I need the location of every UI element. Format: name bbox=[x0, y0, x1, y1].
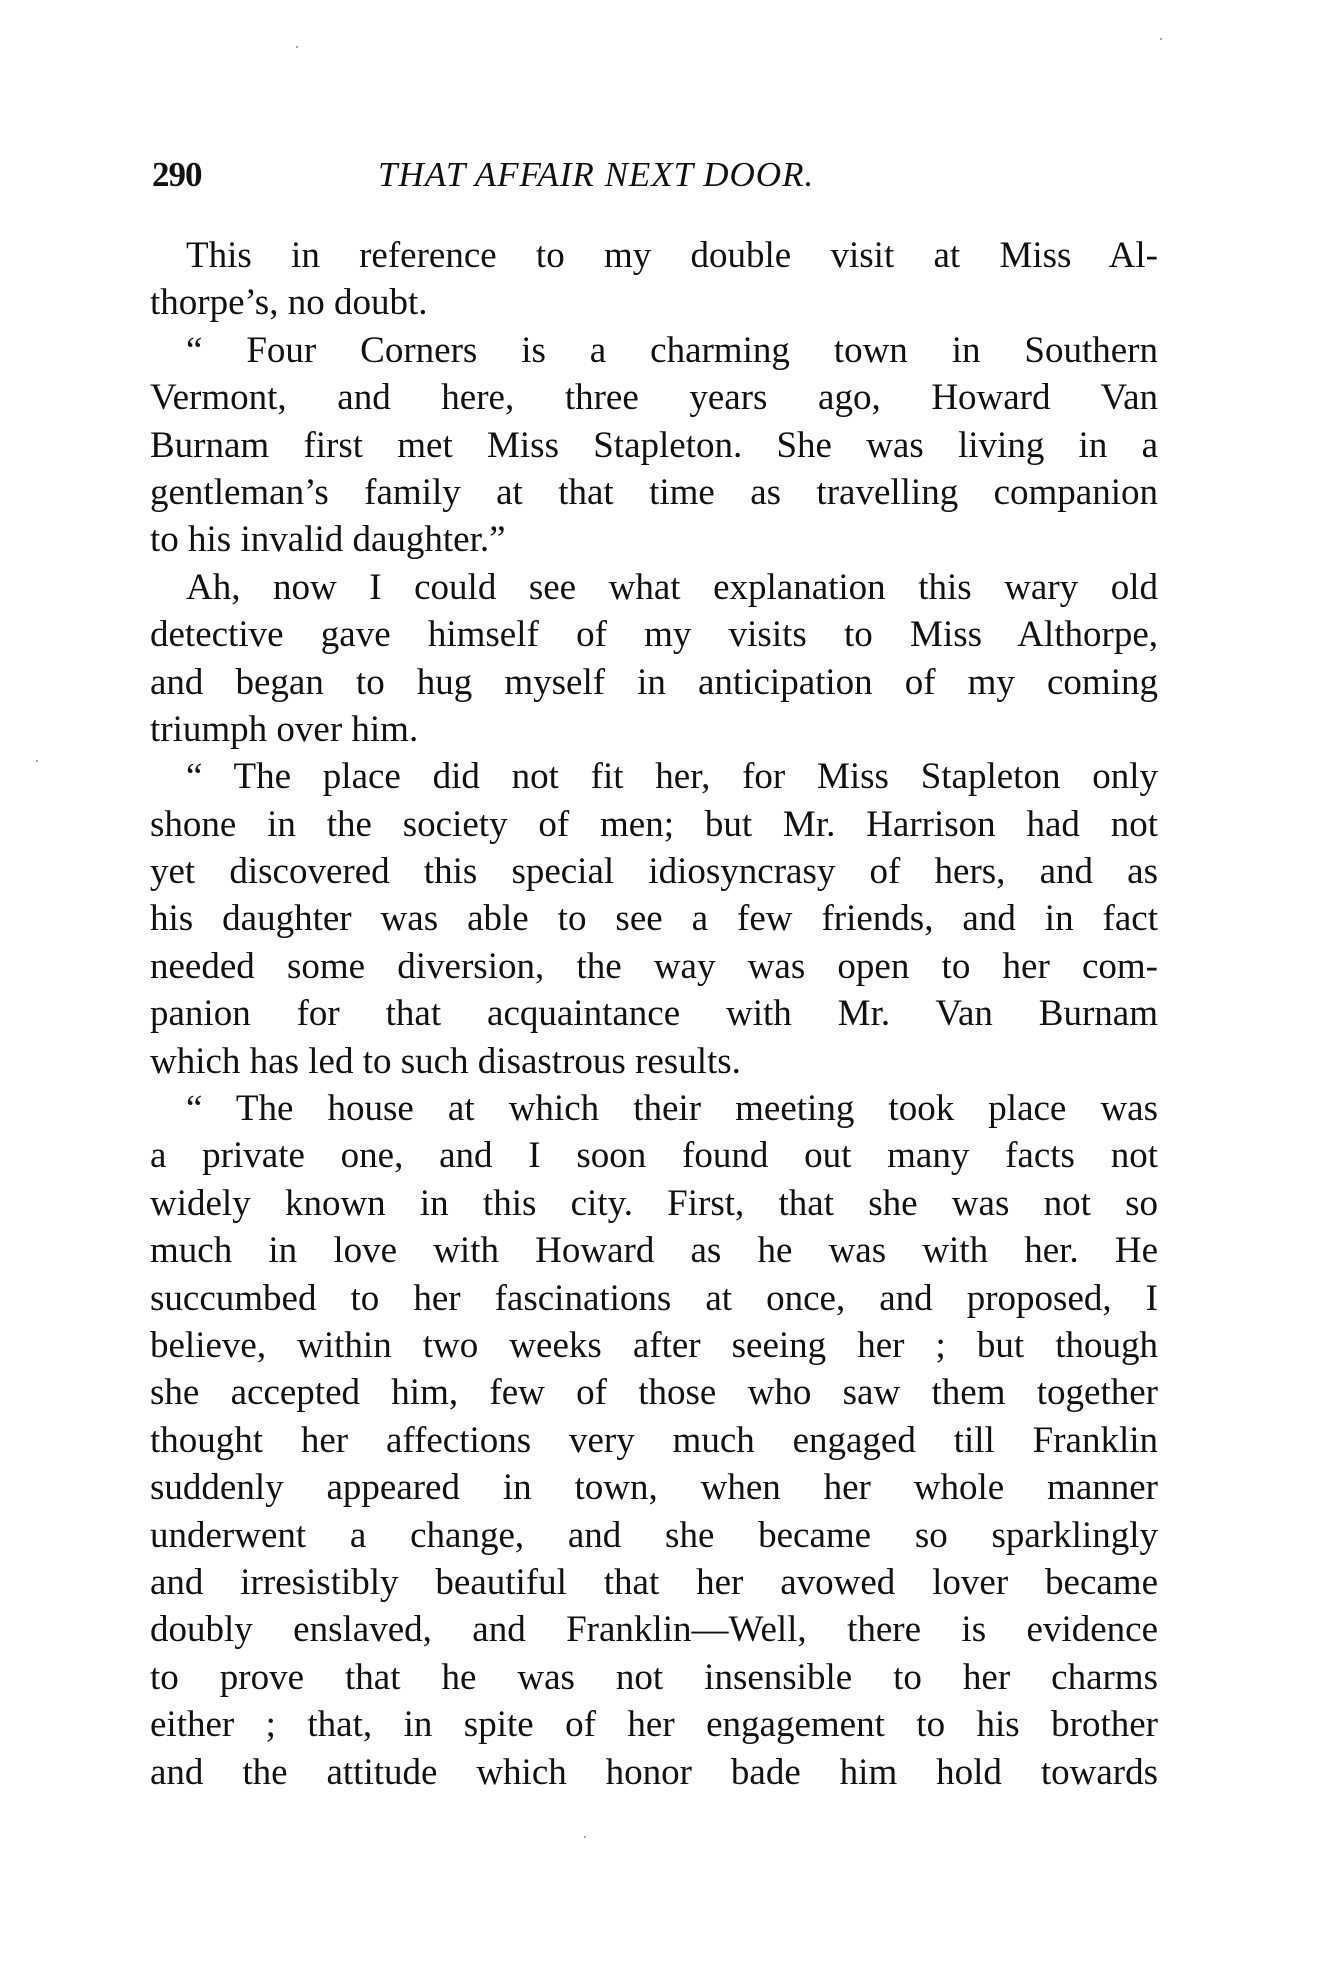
page-header bbox=[152, 150, 1157, 200]
text-line: “ Four Corners is a charming town in Southern bbox=[186, 329, 1158, 371]
running-head: THAT AFFAIR NEXT DOOR. bbox=[378, 155, 815, 194]
text-line: either ; that, in spite of her engagement to his brother bbox=[150, 1704, 1158, 1746]
text-line: needed some diversion, the way was open to her com- bbox=[150, 945, 1158, 987]
text-line: much in love with Howard as he was with her. He bbox=[150, 1230, 1158, 1272]
text-line: widely known in this city. First, that she was not so bbox=[150, 1182, 1158, 1224]
text-line: succumbed to her fascinations at once, and proposed, I bbox=[150, 1277, 1158, 1319]
paper-speck bbox=[1160, 38, 1162, 40]
text-line: “ The place did not fit her, for Miss Stapleton only bbox=[186, 756, 1158, 798]
text-line: underwent a change, and she became so sparklingly bbox=[150, 1514, 1158, 1556]
text-line: triumph over him. bbox=[150, 708, 419, 750]
text-line: and began to hug myself in anticipation of my coming bbox=[150, 661, 1158, 703]
text-line: which has led to such disastrous results. bbox=[150, 1040, 741, 1082]
text-line: his daughter was able to see a few friends, and in fact bbox=[150, 898, 1158, 940]
text-line: detective gave himself of my visits to Miss Althorpe, bbox=[150, 614, 1158, 656]
text-line: doubly enslaved, and Franklin—Well, there is evidence bbox=[150, 1609, 1158, 1651]
text-line: thought her affections very much engaged till Franklin bbox=[150, 1419, 1158, 1461]
text-line: Burnam first met Miss Stapleton. She was living in a bbox=[150, 424, 1158, 466]
text-line: to his invalid daughter.” bbox=[150, 519, 506, 561]
text-line: Ah, now I could see what explanation this wary old bbox=[186, 566, 1158, 608]
text-line: a private one, and I soon found out many facts not bbox=[150, 1135, 1158, 1177]
text-line: and the attitude which honor bade him hold towards bbox=[150, 1751, 1158, 1793]
text-line: This in reference to my double visit at Miss Al- bbox=[186, 235, 1158, 276]
text-line: thorpe’s, no doubt. bbox=[150, 282, 428, 324]
text-line: to prove that he was not insensible to her charms bbox=[150, 1656, 1158, 1698]
text-line: suddenly appeared in town, when her whole manner bbox=[150, 1467, 1158, 1509]
text-line: and irresistibly beautiful that her avowed lover became bbox=[150, 1561, 1158, 1603]
text-line: panion for that acquaintance with Mr. Van Burnam bbox=[150, 993, 1158, 1035]
paper-speck bbox=[584, 1836, 586, 1838]
paper-speck bbox=[296, 46, 298, 48]
text-line: believe, within two weeks after seeing her ; but though bbox=[150, 1324, 1158, 1366]
text-line: gentleman’s family at that time as travelling companion bbox=[150, 471, 1158, 513]
paper-speck bbox=[36, 760, 38, 762]
body-text bbox=[150, 232, 1158, 1796]
text-line: yet discovered this special idiosyncrasy of hers, and as bbox=[150, 851, 1158, 893]
page-number: 290 bbox=[152, 155, 202, 194]
text-line: “ The house at which their meeting took place was bbox=[186, 1088, 1158, 1130]
text-line: she accepted him, few of those who saw them together bbox=[150, 1372, 1158, 1414]
text-line: Vermont, and here, three years ago, Howard Van bbox=[150, 377, 1158, 419]
text-line: shone in the society of men; but Mr. Harrison had not bbox=[150, 803, 1158, 845]
